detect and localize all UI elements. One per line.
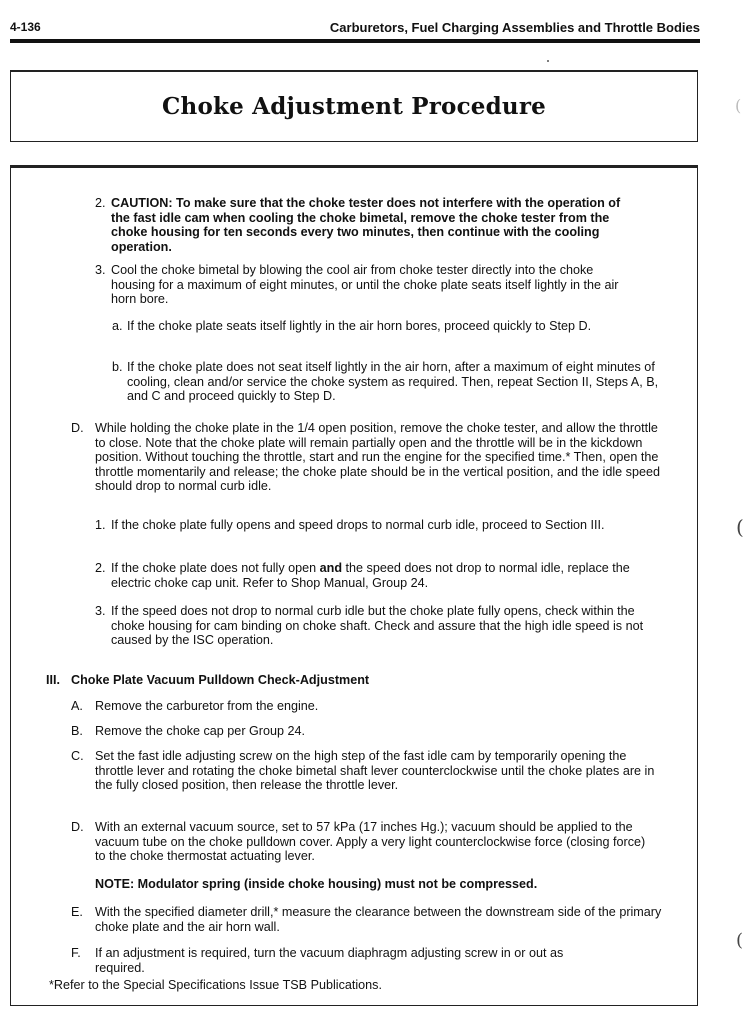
footnote: *Refer to the Special Specifications Issue TSB Publications. (49, 978, 382, 992)
margin-parenthesis-mark: ( (736, 930, 744, 951)
margin-parenthesis-mark: ( (736, 515, 744, 539)
item-label: b. (112, 360, 123, 374)
step-c-text: Set the fast idle adjusting screw on the high step of the fast idle cam by temporarily opening the throttle lever and rotating the choke bimetal shaft lever counterclockwise until the choke plates are in the fully closed position, then release the throttle lever. (95, 749, 655, 792)
item-label: 2. (95, 196, 106, 210)
step-d-text: While holding the choke plate in the 1/4 open position, remove the choke tester, and allow the throttle to close. Note that the choke plate will remain partially open and the throttle will be in the kickdown position. Without touching the throttle, start and run the engine for the specified time.* Then, open the throttle momentarily and release; the choke plate should be in the vertical position, and the idle speed should drop to normal curb idle. (95, 421, 660, 493)
step-3-text: Cool the choke bimetal by blowing the cool air from choke tester directly into the choke housing for a maximum of eight minutes, or until the choke plate seats itself lightly in the air horn bore. (111, 263, 619, 306)
step-d2-text-bold: and (319, 561, 343, 575)
step-3a-text: If the choke plate seats itself lightly in the air horn bores, proceed quickly to Step D. (127, 319, 592, 333)
item-label: 1. (95, 518, 106, 532)
item-label: a. (112, 319, 123, 333)
step-d2-text (111, 561, 645, 590)
step-d2-text-after: the speed does not drop to normal idle, replace the electric choke cap unit. Refer to Shop Manual, Group 24. (111, 561, 630, 590)
step-3b-text: If the choke plate does not seat itself lightly in the air horn, after a maximum of eight minutes of cooling, clean and/or service the choke system as required. Then, repeat Section II, Steps A, B, and C and proceed quickly to Step D. (127, 360, 659, 403)
page-title: Choke Adjustment Procedure (162, 93, 546, 120)
item-label: D. (71, 421, 84, 435)
scan-speck (547, 60, 549, 62)
header-rule (10, 39, 700, 43)
step-a-text: Remove the carburetor from the engine. (95, 699, 319, 713)
item-label: B. (71, 724, 83, 738)
item-label: 3. (95, 263, 106, 277)
page-number: 4-136 (10, 20, 41, 34)
item-label: A. (71, 699, 83, 713)
caution-step-2: CAUTION: To make sure that the choke tester does not interfere with the operation of the fast idle cam when cooling the choke bimetal, remove the choke tester from the choke housing for ten seconds every two minutes, then continue with the cooling operation. (111, 196, 621, 254)
title-box (10, 70, 698, 142)
item-label: C. (71, 749, 84, 763)
item-label: F. (71, 946, 81, 960)
page-header (10, 20, 700, 40)
step-d3-text: If the speed does not drop to normal curb idle but the choke plate fully opens, check within the choke housing for cam binding on choke shaft. Check and assure that the high idle speed is not caused by the ISC operation. (111, 604, 644, 647)
step-e-text: With the specified diameter drill,* measure the clearance between the downstream side of the primary choke plate and the air horn wall. (95, 905, 662, 934)
margin-parenthesis-mark: ( (735, 96, 742, 115)
section-iii-heading: Choke Plate Vacuum Pulldown Check-Adjustment (71, 673, 370, 687)
item-label: 2. (95, 561, 106, 575)
step-d2-text-before: If the choke plate does not fully open (111, 561, 320, 575)
step-d1-text: If the choke plate fully opens and speed drops to normal curb idle, proceed to Section III. (111, 518, 605, 532)
item-label: D. (71, 820, 84, 834)
note-text: NOTE: Modulator spring (inside choke housing) must not be compressed. (95, 877, 538, 891)
item-label: 3. (95, 604, 106, 618)
step-f-text: If an adjustment is required, turn the vacuum diaphragm adjusting screw in or out as required. (95, 946, 564, 975)
item-label: E. (71, 905, 83, 919)
section-label: III. (46, 673, 60, 687)
running-title: Carburetors, Fuel Charging Assemblies and Throttle Bodies (329, 20, 700, 35)
step-b-text: Remove the choke cap per Group 24. (95, 724, 306, 738)
step-d-iii-text: With an external vacuum source, set to 57 kPa (17 inches Hg.); vacuum should be applied to the vacuum tube on the choke pulldown cover. Apply a very light counterclockwise force (closing force) to the choke thermostat actuating lever. (95, 820, 646, 863)
content-box (10, 165, 698, 1006)
